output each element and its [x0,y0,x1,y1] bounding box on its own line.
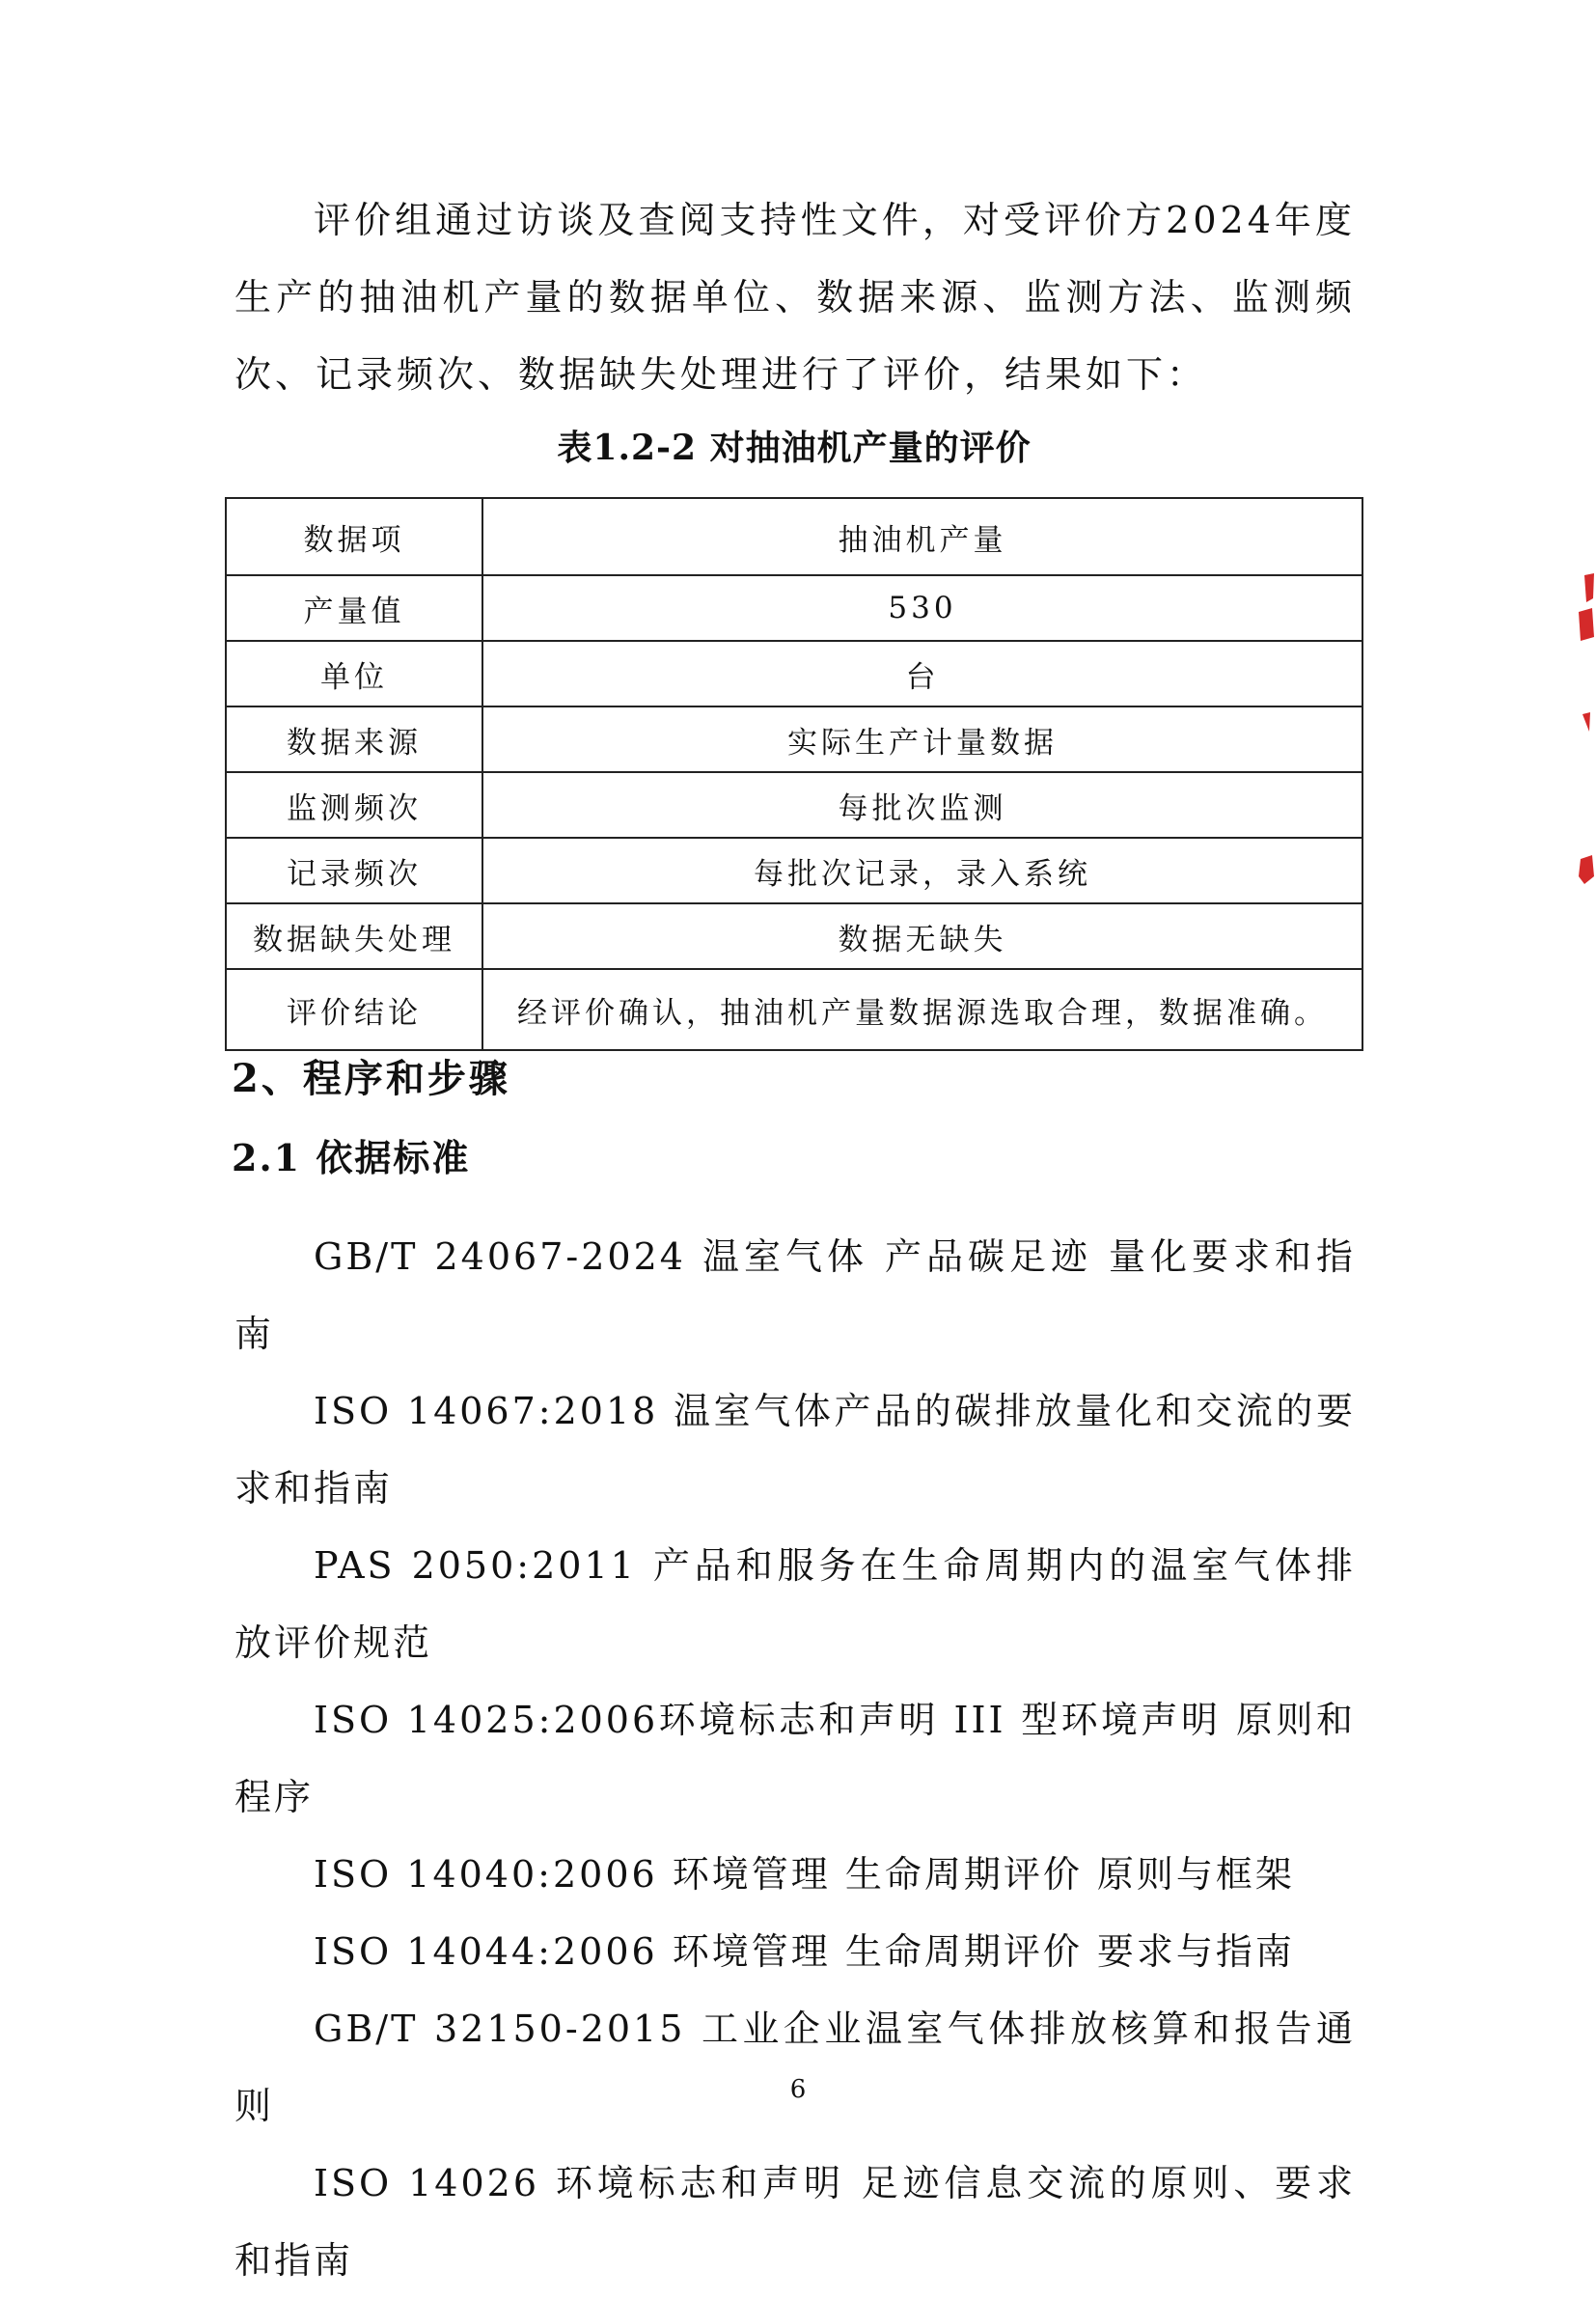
row-key: 评价结论 [226,969,482,1050]
row-key: 数据缺失处理 [226,903,482,969]
page-number: 6 [789,2075,807,2104]
table-row [226,838,1362,903]
row-key: 产量值 [226,575,482,641]
row-key: 单位 [226,641,482,706]
standard-item: ISO 14044:2006 环境管理 生命周期评价 要求与指南 [314,1930,1295,1973]
row-value: 每批次记录，录入系统 [482,838,1362,903]
intro-paragraph: 评价组通过访谈及查阅支持性文件，对受评价方2024年度生产的抽油机产量的数据单位、数据来源、监测方法、监测频次、记录频次、数据缺失处理进行了评价，结果如下： [234,199,1356,396]
standards-list [234,1218,1356,2299]
subsection-heading: 2.1 依据标准 [232,1136,471,1179]
standard-item: ISO 14026 环境标志和声明 足迹信息交流的原则、要求和指南 [234,2162,1356,2282]
table-row [226,772,1362,838]
row-key: 监测频次 [226,772,482,838]
standard-item: ISO 14025:2006环境标志和声明 III 型环境声明 原则和程序 [234,1699,1356,1818]
row-key: 数据来源 [226,706,482,772]
table-row [226,498,1362,575]
standard-item: PAS 2050:2011 产品和服务在生命周期内的温室气体排放评价规范 [234,1544,1356,1664]
table-caption: 表1.2-2 对抽油机产量的评价 [557,428,1032,468]
standard-item: ISO 14067:2018 温室气体产品的碳排放量化和交流的要求和指南 [234,1390,1356,1510]
row-value: 每批次监测 [482,772,1362,838]
evaluation-table [225,497,1363,1051]
standard-item: GB/T 24067-2024 温室气体 产品碳足迹 量化要求和指南 [234,1235,1356,1355]
table-row [226,641,1362,706]
standard-item: GB/T 32150-2015 工业企业温室气体排放核算和报告通则 [234,2008,1356,2127]
row-key: 数据项 [226,498,482,575]
table-row [226,903,1362,969]
row-value: 实际生产计量数据 [482,706,1362,772]
row-value: 抽油机产量 [482,498,1362,575]
row-value: 数据无缺失 [482,903,1362,969]
row-value: 530 [482,575,1362,641]
row-value: 经评价确认，抽油机产量数据源选取合理，数据准确。 [482,969,1362,1050]
table-row [226,969,1362,1050]
section-heading: 2、程序和步骤 [232,1056,510,1101]
standard-item: ISO 14040:2006 环境管理 生命周期评价 原则与框架 [314,1853,1295,1896]
row-key: 记录频次 [226,838,482,903]
seal-stamp-edge [1567,569,1596,898]
table-row [226,706,1362,772]
row-value: 台 [482,641,1362,706]
table-row [226,575,1362,641]
